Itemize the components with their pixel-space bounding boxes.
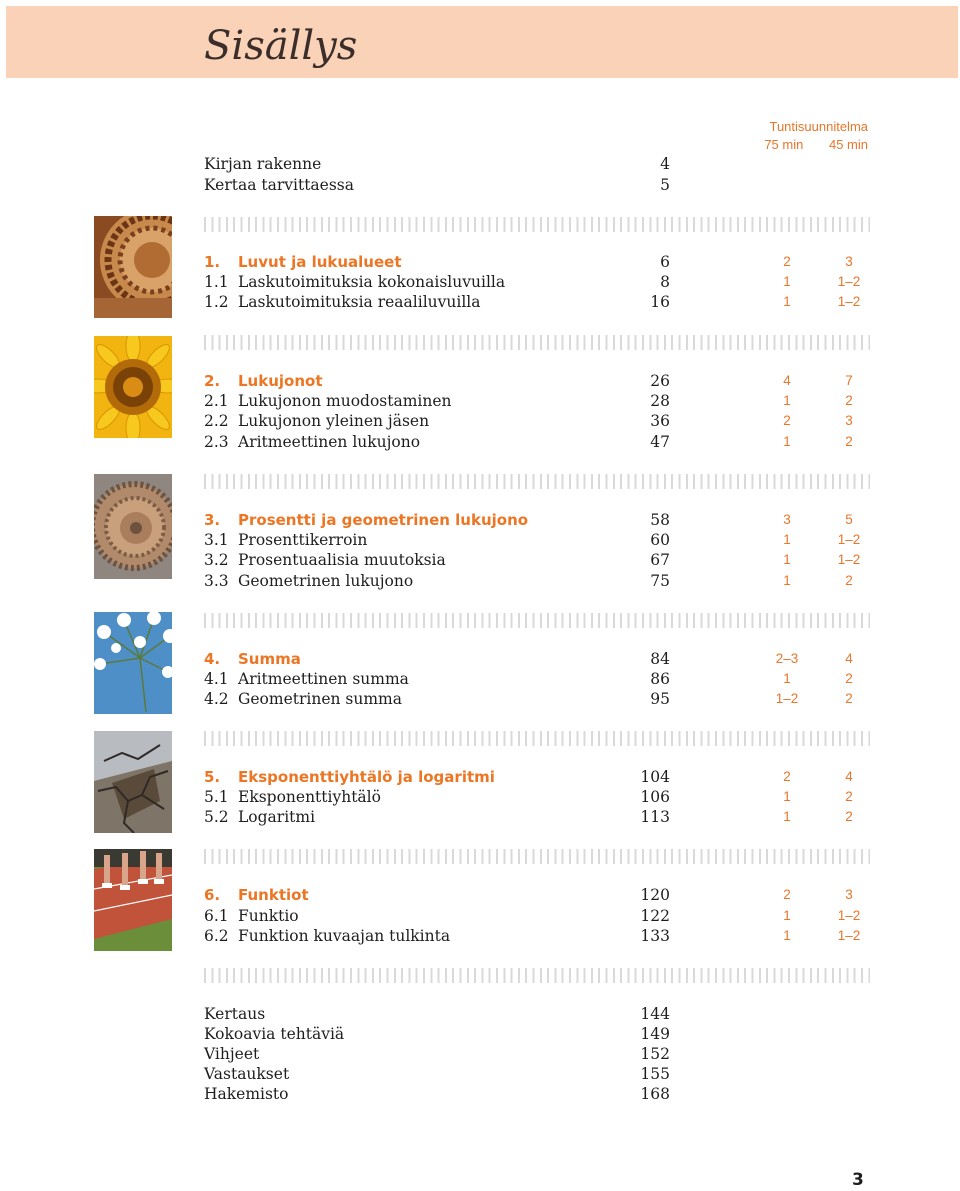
chapter-title: Eksponenttiyhtälö ja logaritmi: [238, 768, 495, 786]
toc-entry-page: 144: [640, 1005, 670, 1023]
section-title: Lukujonon muodostaminen: [238, 392, 452, 410]
section-number: 3.3: [204, 572, 229, 590]
chapter-number: 5.: [204, 768, 221, 786]
chapter-row[interactable]: [204, 885, 874, 905]
chapter-hours-45: 5: [845, 512, 853, 527]
section-number: 1.2: [204, 293, 229, 311]
section-row[interactable]: [204, 787, 874, 807]
lesson-plan-header: [742, 118, 868, 154]
chapter-hours-75: 2: [783, 887, 791, 902]
divider-bar: [204, 968, 870, 983]
section-hours-75: 1: [783, 671, 791, 686]
toc-entry-page: 152: [640, 1045, 670, 1063]
section-page: 67: [650, 551, 670, 569]
section-page: 8: [660, 273, 670, 291]
section-hours-75: 1–2: [775, 691, 799, 706]
section-number: 6.2: [204, 927, 229, 945]
lesson-plan-heading: Tuntisuunnitelma: [769, 119, 868, 134]
section-hours-75: 1: [783, 809, 791, 824]
section-title: Funktio: [238, 907, 299, 925]
divider-bar: [204, 613, 870, 628]
chapter-title: Lukujonot: [238, 372, 323, 390]
section-row[interactable]: [204, 391, 874, 411]
section-hours-45: 1–2: [837, 532, 861, 547]
chapter-page: 6: [660, 253, 670, 271]
chapter-title: Funktiot: [238, 886, 309, 904]
section-row[interactable]: [204, 807, 874, 827]
section-row[interactable]: [204, 906, 874, 926]
section-page: 28: [650, 392, 670, 410]
chapter-title: Luvut ja lukualueet: [238, 253, 402, 271]
toc-entry[interactable]: [204, 175, 874, 195]
section-number: 3.2: [204, 551, 229, 569]
mayan-calendar-image: [94, 216, 172, 318]
toc-entry-page: 149: [640, 1025, 670, 1043]
section-row[interactable]: [204, 926, 874, 946]
chapter-hours-45: 4: [845, 769, 853, 784]
section-hours-75: 1: [783, 573, 791, 588]
toc-entry-label: Vihjeet: [204, 1045, 260, 1063]
section-number: 2.3: [204, 433, 229, 451]
page-title: Sisällys: [204, 23, 358, 69]
section-hours-75: 1: [783, 294, 791, 309]
section-row[interactable]: [204, 411, 874, 431]
section-page: 47: [650, 433, 670, 451]
section-number: 5.1: [204, 788, 229, 806]
chapter-hours-75: 2: [783, 254, 791, 269]
section-hours-75: 1: [783, 274, 791, 289]
divider-bar: [204, 474, 870, 489]
chapter-number: 1.: [204, 253, 221, 271]
section-hours-45: 1–2: [837, 928, 861, 943]
divider-bar: [204, 849, 870, 864]
section-page: 36: [650, 412, 670, 430]
sunflower-image: [94, 336, 172, 438]
chapter-hours-45: 7: [845, 373, 853, 388]
runners-track-image: [94, 849, 172, 951]
chapter-page: 26: [650, 372, 670, 390]
section-hours-45: 2: [845, 809, 853, 824]
chapter-number: 4.: [204, 650, 221, 668]
toc-entry-label: Kokoavia tehtäviä: [204, 1025, 345, 1043]
chapter-hours-75: 2–3: [775, 651, 799, 666]
cracked-road-image: [94, 731, 172, 833]
section-hours-45: 1–2: [837, 552, 861, 567]
section-number: 4.2: [204, 690, 229, 708]
section-hours-45: 2: [845, 671, 853, 686]
section-row[interactable]: [204, 292, 874, 312]
section-title: Aritmeettinen lukujono: [238, 433, 421, 451]
section-title: Lukujonon yleinen jäsen: [238, 412, 430, 430]
toc-entry[interactable]: [204, 1084, 874, 1104]
section-hours-75: 1: [783, 552, 791, 567]
chapter-number: 2.: [204, 372, 221, 390]
chapter-hours-45: 3: [845, 887, 853, 902]
section-title: Logaritmi: [238, 808, 316, 826]
section-number: 3.1: [204, 531, 229, 549]
chapter-page: 120: [640, 886, 670, 904]
section-hours-45: 2: [845, 434, 853, 449]
section-number: 4.1: [204, 670, 229, 688]
toc-entry-page: 168: [640, 1085, 670, 1103]
section-hours-45: 2: [845, 393, 853, 408]
section-hours-75: 1: [783, 393, 791, 408]
toc-entry-label: Vastaukset: [204, 1065, 290, 1083]
section-row[interactable]: [204, 272, 874, 292]
section-hours-45: 3: [845, 413, 853, 428]
section-page: 95: [650, 690, 670, 708]
section-title: Geometrinen lukujono: [238, 572, 414, 590]
section-page: 113: [640, 808, 670, 826]
section-hours-75: 1: [783, 908, 791, 923]
section-hours-75: 2: [783, 413, 791, 428]
chapter-title: Prosentti ja geometrinen lukujono: [238, 511, 529, 529]
section-row[interactable]: [204, 432, 874, 452]
section-number: 6.1: [204, 907, 229, 925]
toc-entry[interactable]: [204, 1044, 874, 1064]
umbel-flower-sky-image: [94, 612, 172, 714]
section-number: 5.2: [204, 808, 229, 826]
chapter-hours-75: 2: [783, 769, 791, 784]
lesson-plan-col-45: 45 min: [828, 137, 868, 152]
section-title: Prosentuaalisia muutoksia: [238, 551, 446, 569]
section-title: Eksponenttiyhtälö: [238, 788, 381, 806]
chapter-row[interactable]: [204, 510, 874, 530]
toc-entry[interactable]: [204, 1064, 874, 1084]
section-title: Laskutoimituksia reaaliluvuilla: [238, 293, 481, 311]
section-row[interactable]: [204, 550, 874, 570]
chapter-row[interactable]: [204, 649, 874, 669]
section-row[interactable]: [204, 689, 874, 709]
section-title: Funktion kuvaajan tulkinta: [238, 927, 451, 945]
chapter-row[interactable]: [204, 252, 874, 272]
toc-entry-label: Kertaa tarvittaessa: [204, 176, 354, 194]
chapter-page: 104: [640, 768, 670, 786]
ammonite-fossil-image: [94, 474, 172, 579]
chapter-hours-45: 3: [845, 254, 853, 269]
section-page: 75: [650, 572, 670, 590]
toc-entry-page: 155: [640, 1065, 670, 1083]
section-hours-75: 1: [783, 532, 791, 547]
section-page: 16: [650, 293, 670, 311]
lesson-plan-col-75: 75 min: [764, 137, 804, 152]
toc-entry[interactable]: [204, 154, 874, 174]
section-hours-75: 1: [783, 434, 791, 449]
section-hours-75: 1: [783, 928, 791, 943]
chapter-hours-75: 3: [783, 512, 791, 527]
section-row[interactable]: [204, 530, 874, 550]
section-title: Aritmeettinen summa: [238, 670, 409, 688]
chapter-number: 3.: [204, 511, 221, 529]
section-hours-75: 1: [783, 789, 791, 804]
section-hours-45: 2: [845, 573, 853, 588]
section-number: 2.2: [204, 412, 229, 430]
section-hours-45: 1–2: [837, 274, 861, 289]
chapter-page: 84: [650, 650, 670, 668]
section-title: Laskutoimituksia kokonaisluvuilla: [238, 273, 506, 291]
toc-entry-label: Kertaus: [204, 1005, 266, 1023]
divider-bar: [204, 217, 870, 232]
section-title: Prosenttikerroin: [238, 531, 368, 549]
chapter-page: 58: [650, 511, 670, 529]
chapter-hours-45: 4: [845, 651, 853, 666]
header-band: [6, 6, 958, 78]
toc-entry[interactable]: [204, 1004, 874, 1024]
section-page: 106: [640, 788, 670, 806]
section-number: 2.1: [204, 392, 229, 410]
chapter-row[interactable]: [204, 767, 874, 787]
section-number: 1.1: [204, 273, 229, 291]
divider-bar: [204, 731, 870, 746]
toc-entry-label: Hakemisto: [204, 1085, 289, 1103]
chapter-row[interactable]: [204, 371, 874, 391]
divider-bar: [204, 335, 870, 350]
section-hours-45: 1–2: [837, 294, 861, 309]
section-title: Geometrinen summa: [238, 690, 402, 708]
chapter-hours-75: 4: [783, 373, 791, 388]
toc-entry-page: 5: [660, 176, 670, 194]
toc-entry-label: Kirjan rakenne: [204, 155, 322, 173]
section-row[interactable]: [204, 571, 874, 591]
section-page: 122: [640, 907, 670, 925]
section-row[interactable]: [204, 669, 874, 689]
toc-entry[interactable]: [204, 1024, 874, 1044]
page-number: 3: [852, 1170, 864, 1190]
section-page: 133: [640, 927, 670, 945]
section-hours-45: 2: [845, 789, 853, 804]
chapter-title: Summa: [238, 650, 301, 668]
section-page: 86: [650, 670, 670, 688]
chapter-number: 6.: [204, 886, 221, 904]
section-hours-45: 1–2: [837, 908, 861, 923]
section-page: 60: [650, 531, 670, 549]
toc-entry-page: 4: [660, 155, 670, 173]
section-hours-45: 2: [845, 691, 853, 706]
